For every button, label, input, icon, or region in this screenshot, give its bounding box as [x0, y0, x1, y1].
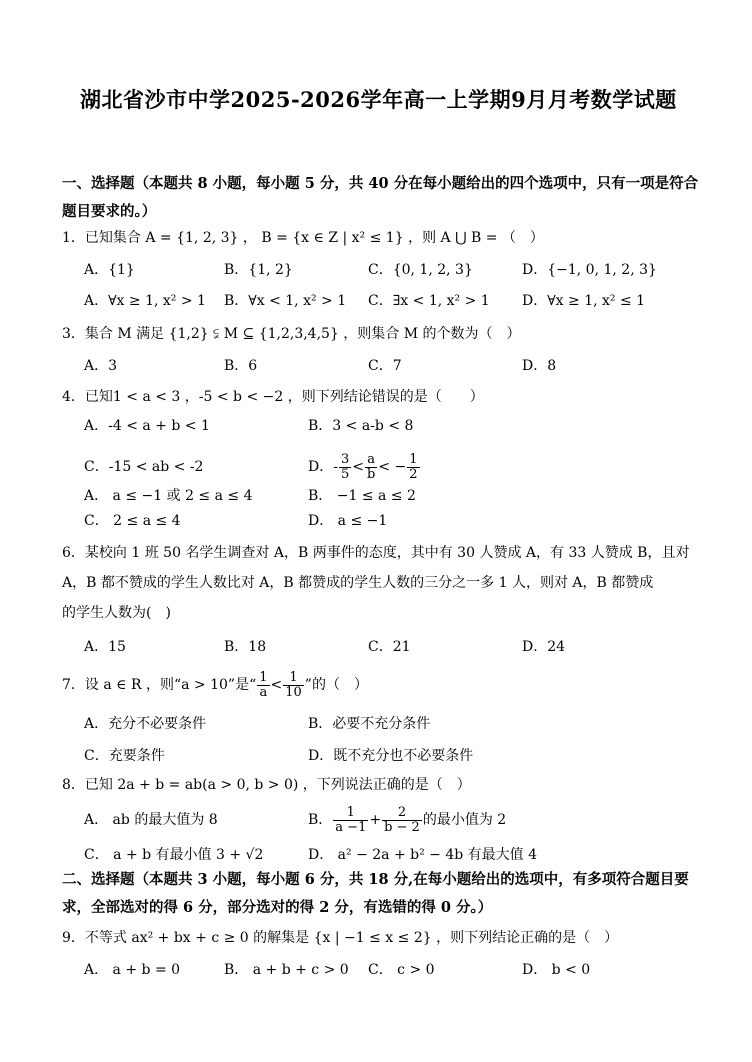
q6-line3: 的学生人数为( )	[62, 605, 171, 621]
q8-b-frac2-den: b − 2	[384, 819, 420, 835]
q5-option-a: A． a ≤ −1 或 2 ≤ a ≤ 4	[84, 488, 253, 504]
q8-b-frac1	[333, 806, 368, 835]
q7-frac2-num: 1	[283, 671, 304, 686]
q7-frac2-den: 10	[285, 684, 302, 700]
q6-line1: 6．某校向 1 班 50 名学生调查对 A，B 两事件的态度，其中有 30 人赞成 A，有 33 人赞成 B，且对	[62, 545, 690, 561]
q4-d-frac3-num: 1	[409, 451, 418, 467]
q8-b-frac1-den: a −1	[335, 819, 367, 835]
q4-option-c: C．-15 < ab < -2	[84, 459, 204, 475]
q4-d-frac2	[365, 453, 377, 482]
q5-option-d: D． a ≤ −1	[308, 513, 388, 529]
q2-option-c: C．∃x < 1, x² > 1	[368, 293, 490, 309]
q4-d-frac3	[407, 453, 419, 482]
q1-option-a: A．{1}	[84, 262, 135, 278]
q7-stem-b: ”的（ ）	[304, 677, 368, 693]
q4-d-frac1-num: 3	[340, 451, 350, 467]
q4-d-frac1	[339, 453, 351, 482]
q5-option-c: C． 2 ≤ a ≤ 4	[84, 513, 181, 529]
q3-option-d: D．8	[522, 358, 557, 374]
q7-frac1	[257, 671, 269, 700]
q1-option-d: D．{−1, 0, 1, 2, 3}	[522, 262, 657, 278]
q3-option-c: C．7	[368, 358, 402, 374]
q9-stem: 9．不等式 ax² + bx + c ≥ 0 的解集是 {x | −1 ≤ x ≤ 2} ，则下列结论正确的是（ ）	[62, 930, 619, 946]
q2-option-a: A．∀x ≥ 1, x² > 1	[84, 293, 206, 309]
q8-option-b-prefix: B．	[308, 812, 333, 828]
q8-b-frac1-num: 1	[333, 806, 368, 821]
q6-option-c: C．21	[368, 639, 411, 655]
q8-option-d: D． a² − 2a + b² − 4b 有最大值 4	[308, 847, 538, 863]
q4-d-frac2-num: a	[365, 453, 377, 468]
q8-stem: 8．已知 2a + b = ab(a > 0, b > 0) ，下列说法正确的是（ ）	[62, 777, 471, 793]
q8-b-frac2-num: 2	[382, 806, 422, 821]
q4-option-a: A．-4 < a + b < 1	[84, 418, 210, 434]
section1-heading-line1: 一、选择题（本题共 8 小题，每小题 5 分，共 40 分在每小题给出的四个选项中，只有一项是符合	[62, 175, 699, 192]
q9-option-c: C． c > 0	[368, 962, 435, 978]
section1-heading-line2: 题目要求的。）	[62, 203, 157, 220]
page-title: 湖北省沙市中学2025-2026学年高一上学期9月月考数学试题	[80, 87, 677, 112]
q8-option-b	[308, 803, 506, 837]
q1-stem: 1．已知集合 A = {1, 2, 3} ， B = {x ∈ Z | x² ≤ 1} ，则 A ⋃ B = （ ）	[62, 230, 544, 246]
section2-heading-line2: 求，全部选对的得 6 分，部分选对的得 2 分，有选错的得 0 分。）	[62, 899, 493, 916]
q4-d-lt1: <	[352, 459, 364, 475]
q3-option-a: A．3	[84, 358, 118, 374]
q6-option-b: B．18	[224, 639, 267, 655]
q7-option-a: A．充分不必要条件	[84, 716, 207, 732]
q8-b-suffix: 的最小值为 2	[422, 812, 507, 828]
q4-option-d	[308, 450, 421, 484]
q7-stem	[62, 668, 722, 702]
q2-option-d: D．∀x ≥ 1, x² ≤ 1	[522, 293, 646, 309]
q8-b-plus: +	[369, 812, 382, 828]
q7-option-c: C．充要条件	[84, 748, 165, 764]
q8-option-a: A． ab 的最大值为 8	[84, 812, 218, 828]
q6-stem	[62, 538, 722, 628]
q7-lt: <	[270, 677, 283, 693]
q9-option-b: B． a + b + c > 0	[224, 962, 349, 978]
q7-option-b: B．必要不充分条件	[308, 716, 431, 732]
q7-frac1-den: a	[259, 684, 268, 700]
section1-heading	[62, 170, 722, 226]
section2-heading-line1: 二、选择题（本题共 3 小题，每小题 6 分，共 18 分,在每小题给出的选项中，有多项符合题目要	[62, 871, 689, 888]
q4-d-frac3-den: 2	[409, 466, 418, 482]
q7-frac1-num: 1	[259, 669, 268, 685]
q7-stem-a: 7．设 a ∈ R ，则“a > 10”是“	[62, 677, 257, 693]
q7-frac2	[283, 671, 304, 700]
q4-stem: 4．已知1 < a < 3 ，-5 < b < −2 ，则下列结论错误的是（ ）	[62, 389, 484, 405]
q9-option-a: A． a + b = 0	[84, 962, 181, 978]
q1-option-c: C．{0, 1, 2, 3}	[368, 262, 473, 278]
q5-option-b: B． −1 ≤ a ≤ 2	[308, 488, 416, 504]
q6-option-d: D．24	[522, 639, 566, 655]
q2-option-b: B．∀x < 1, x² > 1	[224, 293, 347, 309]
q8-b-frac2	[382, 806, 422, 835]
q9-option-d: D． b < 0	[522, 962, 591, 978]
q4-d-frac1-den: 5	[340, 466, 350, 482]
section2-heading	[62, 866, 722, 922]
q4-d-lt2: < −	[378, 459, 407, 475]
q6-line2: A，B 都不赞成的学生人数比对 A，B 都赞成的学生人数的三分之一多 1 人，则对 A，B 都赞成	[62, 575, 654, 591]
q4-option-d-prefix: D．-	[308, 459, 338, 475]
q3-option-b: B．6	[224, 358, 258, 374]
q4-d-frac2-den: b	[366, 466, 376, 482]
q8-option-c: C． a + b 有最小值 3 + √2	[84, 847, 264, 863]
q1-option-b: B．{1, 2}	[224, 262, 293, 278]
q6-option-a: A．15	[84, 639, 126, 655]
q3-stem: 3．集合 M 满足 {1,2} ⫋ M ⊆ {1,2,3,4,5} ，则集合 M 的个数为（ ）	[62, 326, 521, 342]
q7-option-d: D．既不充分也不必要条件	[308, 748, 474, 764]
q4-option-b: B．3 < a-b < 8	[308, 418, 414, 434]
